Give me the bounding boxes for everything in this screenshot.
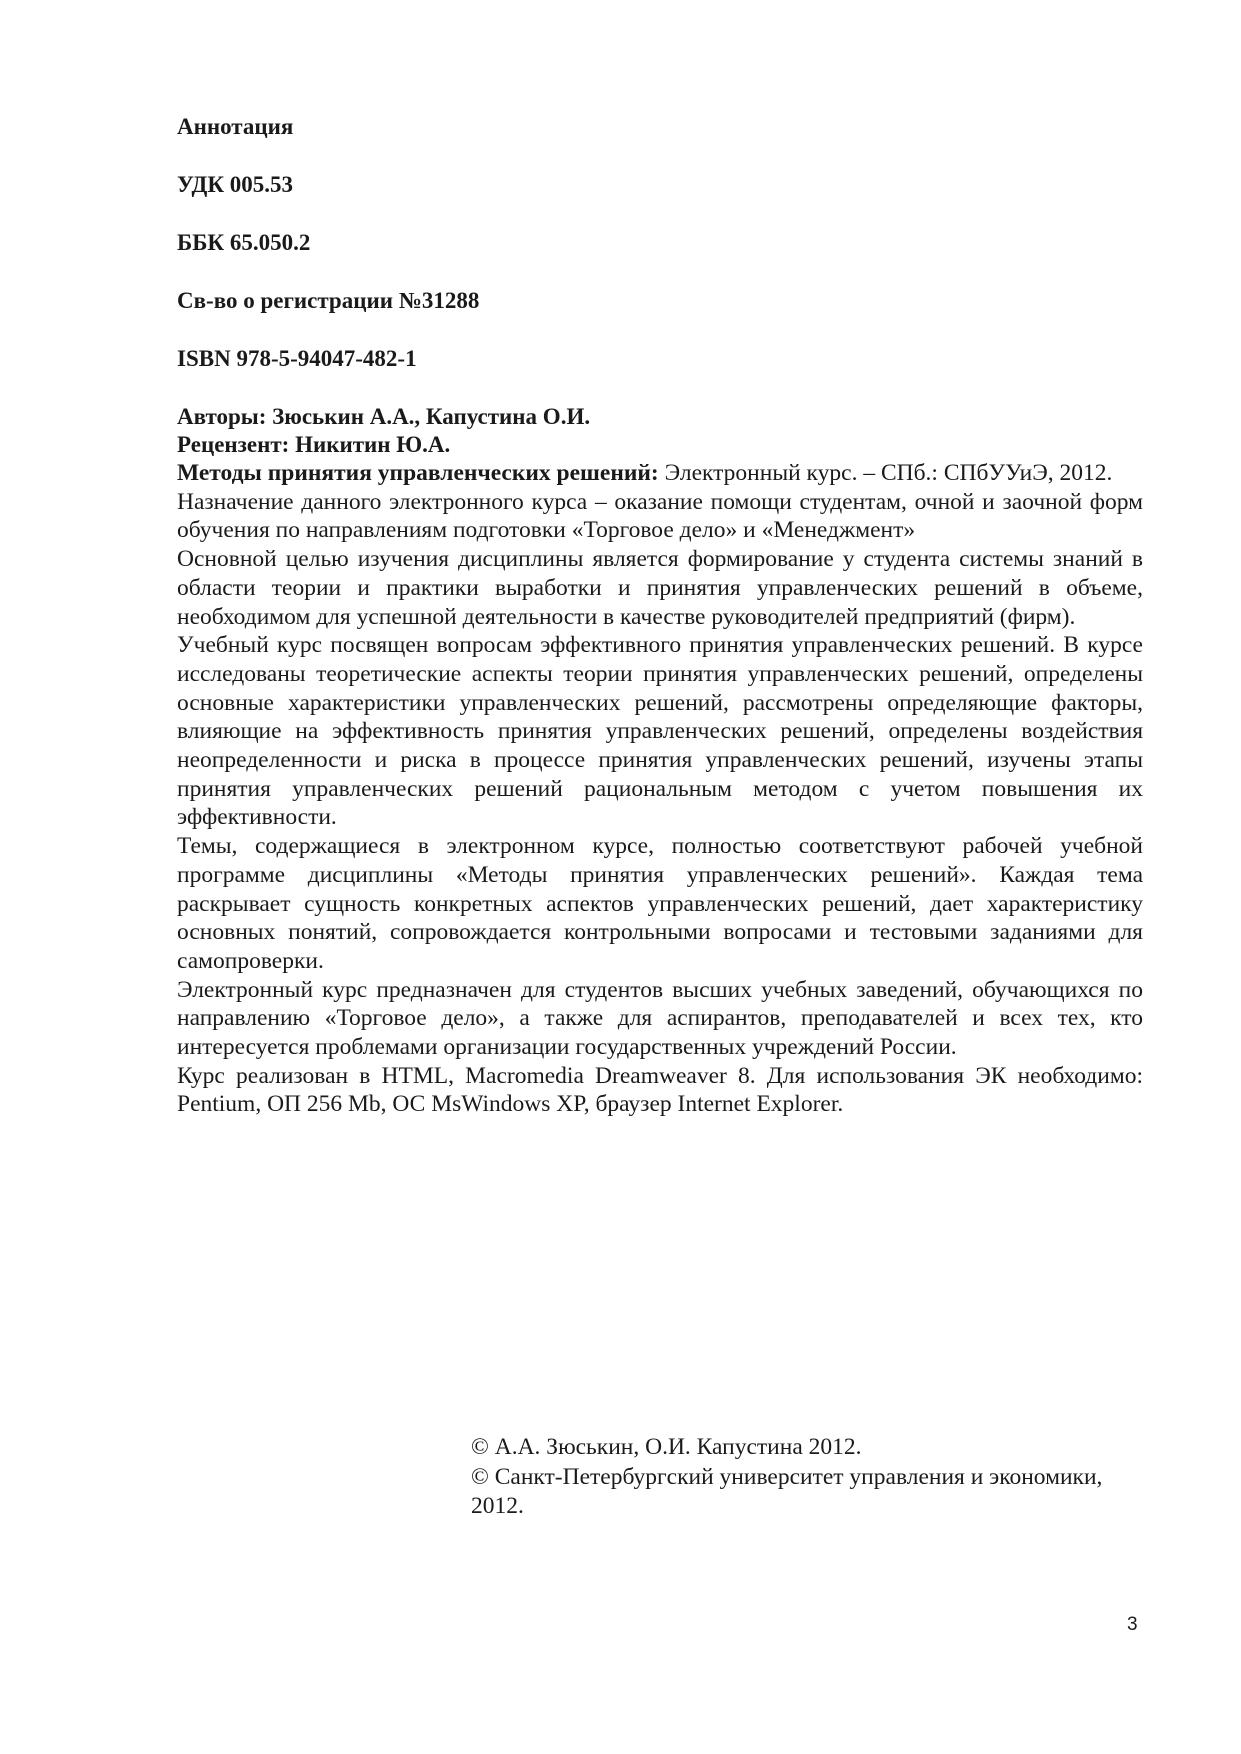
page-content [177, 113, 1143, 1119]
authors-line: Авторы: Зюськин А.А., Капустина О.И. [177, 404, 591, 429]
copyright-year: 2012. [471, 1493, 524, 1519]
bbk-code: ББК 65.050.2 [177, 230, 311, 255]
paragraph-purpose: Назначение данного электронного курса – оказание помощи студентам, очной и заочной форм обучения по направлениям подготовки «Торговое дело» и «Менеджмент» [177, 488, 1143, 544]
registration-number: Св-во о регистрации №31288 [177, 288, 480, 313]
citation-details: Электронный курс. – СПб.: СПбУУиЭ, 2012. [664, 460, 1113, 486]
isbn-number: ISBN 978-5-94047-482-1 [177, 346, 417, 371]
copyright-university: © Санкт-Петербургский университет управления и экономики, [471, 1463, 1103, 1490]
reviewer-line: Рецензент: Никитин Ю.А. [177, 432, 451, 457]
paragraph-requirements: Курс реализован в HTML, Macromedia Dreamweaver 8. Для использования ЭК необходимо: Pentium, ОП 256 Mb, ОС MsWindows XP, браузер Internet Explorer. [177, 1062, 1143, 1118]
paragraph-audience: Электронный курс предназначен для студентов высших учебных заведений, обучающихся по направлению «Торговое дело», а также для аспирантов, преподавателей и всех тех, кто интересуется проблемами организации государственных учреждений России. [177, 976, 1143, 1061]
copyright-authors: © А.А. Зюськин, О.И. Капустина 2012. [471, 1434, 862, 1460]
paragraph-course-content: Учебный курс посвящен вопросам эффективного принятия управленческих решений. В курсе исследованы теоретические аспекты теории принятия управленческих решений, определены основные характеристики управленческих решений, рассмотрены определяющие факторы, влияющие на эффективность принятия управленческих решений, определены воздействия неопределенности и риска в процессе принятия управленческих решений, изучены этапы принятия управленческих решений рациональным методом с учетом повышения их эффективности. [177, 632, 1143, 831]
annotation-heading: Аннотация [177, 114, 294, 139]
page-number: 3 [1127, 1614, 1138, 1635]
authors-block [177, 403, 1143, 459]
paragraph-goal: Основной целью изучения дисциплины является формирование у студента системы знаний в области теории и практики выработки и принятия управленческих решений в объеме, необходимом для успешной деятельности в качестве руководителей предприятий (фирм). [177, 546, 1143, 630]
paragraph-topics: Темы, содержащиеся в электронном курсе, полностью соответствуют рабочей учебной программе дисциплины «Методы принятия управленческих решений». Каждая тема раскрывает сущность конкретных аспектов управленческих решений, дает характеристику основных понятий, сопровождается контрольными вопросами и тестовыми заданиями для самопроверки. [177, 833, 1143, 974]
udk-code: УДК 005.53 [177, 172, 294, 197]
citation-title: Методы принятия управленческих решений: [177, 460, 659, 486]
citation-paragraph [177, 459, 1143, 488]
copyright-block [471, 1433, 1161, 1522]
